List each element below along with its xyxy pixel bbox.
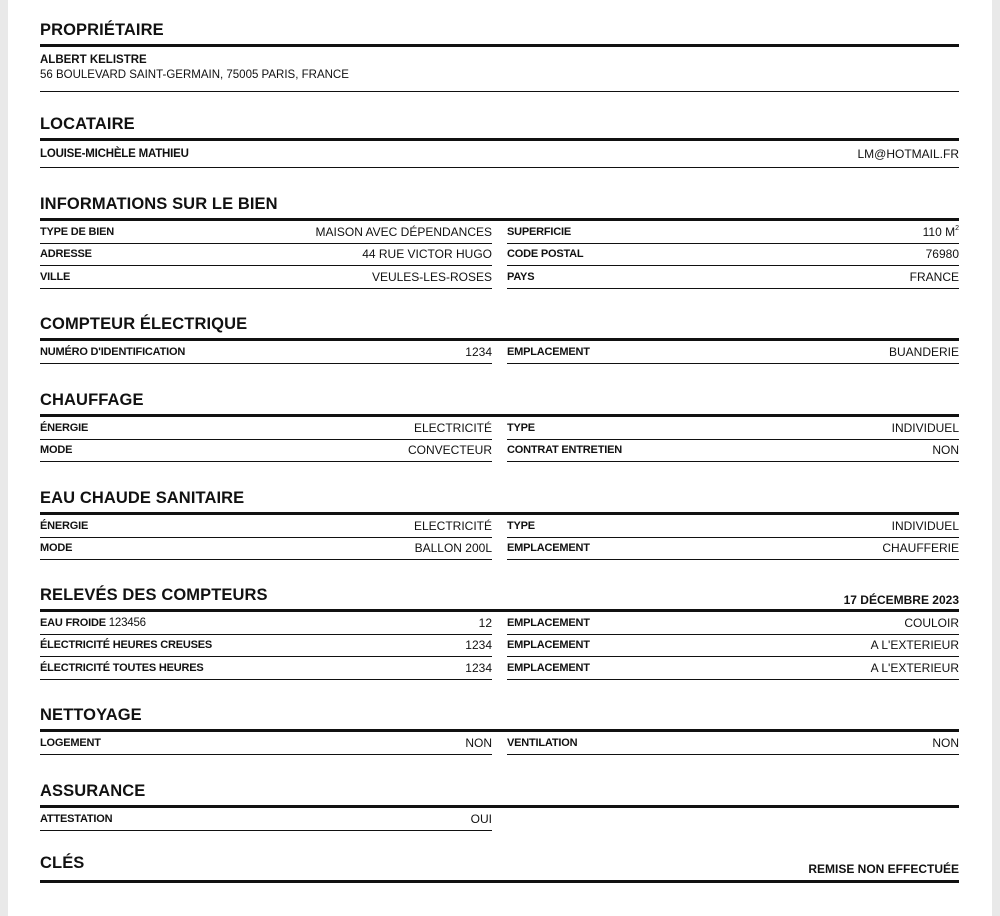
heating-col-right [507, 417, 959, 462]
insurance-section [40, 778, 959, 831]
property-address-value: 44 RUE VICTOR HUGO [362, 247, 492, 262]
insurance-col-left [40, 808, 492, 831]
document-page [8, 0, 992, 916]
reading-label: ÉLECTRICITÉ TOUTES HEURES [40, 661, 204, 674]
tenant-email: LM@HOTMAIL.FR [857, 147, 959, 161]
heating-type-row [507, 417, 959, 440]
meter-col-right [507, 341, 959, 364]
meter-id-row [40, 341, 492, 364]
keys-header [40, 853, 959, 883]
owner-name: ALBERT KELISTRE [40, 54, 147, 66]
cleaning-col-left [40, 732, 492, 755]
reading-row [40, 657, 492, 680]
field-label: ÉNERGIE [40, 519, 89, 532]
section-title: RELEVÉS DES COMPTEURS [40, 586, 268, 604]
area-unit-exponent: 2 [955, 224, 959, 232]
section-title: PROPRIÉTAIRE [40, 21, 164, 39]
field-label: EMPLACEMENT [507, 345, 590, 358]
insurance-grid [40, 808, 959, 831]
field-label: TYPE [507, 519, 535, 532]
insurance-certificate-row [40, 808, 492, 831]
keys-section [40, 853, 959, 883]
insurance-header [40, 778, 959, 808]
field-label: TYPE DE BIEN [40, 225, 115, 238]
readings-section [40, 582, 959, 680]
property-col-left [40, 221, 492, 289]
reading-row [40, 635, 492, 658]
heating-header [40, 387, 959, 417]
section-title: EAU CHAUDE SANITAIRE [40, 489, 245, 507]
field-label: ATTESTATION [40, 812, 113, 825]
reading-location-value: A L'EXTERIEUR [870, 660, 959, 675]
property-grid [40, 221, 959, 289]
hot-water-section [40, 485, 959, 560]
reading-value: 1234 [465, 660, 492, 675]
keys-status: REMISE NON EFFECTUÉE [808, 862, 959, 876]
tenant-row [40, 141, 959, 168]
cleaning-housing-value: NON [465, 735, 492, 750]
field-label: ÉNERGIE [40, 421, 89, 434]
tenant-section [40, 111, 959, 168]
owner-section [40, 17, 959, 92]
field-label: EMPLACEMENT [507, 639, 590, 652]
hot-water-grid [40, 515, 959, 560]
property-section [40, 191, 959, 289]
property-postal-row [507, 244, 959, 267]
property-city-row [40, 266, 492, 289]
heating-mode-value: CONVECTEUR [407, 443, 492, 458]
area-number: 110 M [922, 224, 956, 239]
reading-location-value: A L'EXTERIEUR [870, 638, 959, 653]
hot-water-type-value: INDIVIDUEL [891, 518, 959, 533]
readings-col-right [507, 612, 959, 680]
section-title: LOCATAIRE [40, 115, 135, 133]
cleaning-ventilation-value: NON [932, 735, 959, 750]
field-label [40, 617, 146, 629]
meter-section [40, 311, 959, 364]
field-label: SUPERFICIE [507, 225, 572, 238]
reading-label: EAU FROIDE [40, 616, 106, 629]
insurance-certificate-value: OUI [470, 811, 492, 826]
property-country-value: FRANCE [909, 269, 959, 284]
hot-water-energy-value: ELECTRICITÉ [413, 518, 492, 533]
readings-col-left [40, 612, 492, 680]
hot-water-col-left [40, 515, 492, 560]
hot-water-mode-row [40, 538, 492, 561]
meter-location-value: BUANDERIE [888, 344, 959, 359]
reading-meter-number: 123456 [108, 616, 146, 629]
reading-row [40, 612, 492, 635]
meter-header [40, 311, 959, 341]
tenant-name: LOUISE-MICHÈLE MATHIEU [40, 148, 189, 160]
field-label: VILLE [40, 270, 71, 283]
field-label: CODE POSTAL [507, 248, 584, 261]
hot-water-header [40, 485, 959, 515]
readings-grid [40, 612, 959, 680]
readings-header [40, 582, 959, 612]
meter-col-left [40, 341, 492, 364]
field-label: MODE [40, 542, 73, 555]
cleaning-housing-row [40, 732, 492, 755]
hot-water-energy-row [40, 515, 492, 538]
property-country-row [507, 266, 959, 289]
meter-grid [40, 341, 959, 364]
hot-water-mode-value: BALLON 200L [414, 541, 492, 556]
heating-mode-row [40, 440, 492, 463]
property-city-value: VEULES-LES-ROSES [371, 269, 492, 284]
field-label: ADRESSE [40, 248, 92, 261]
heating-grid [40, 417, 959, 462]
section-title: NETTOYAGE [40, 706, 142, 724]
heating-col-left [40, 417, 492, 462]
section-title: INFORMATIONS SUR LE BIEN [40, 195, 278, 213]
hot-water-type-row [507, 515, 959, 538]
reading-label: ÉLECTRICITÉ HEURES CREUSES [40, 639, 213, 652]
owner-details [40, 47, 959, 92]
property-type-value: MAISON AVEC DÉPENDANCES [315, 224, 492, 239]
property-type-row [40, 221, 492, 244]
hot-water-location-value: CHAUFFERIE [882, 541, 959, 556]
section-title: CHAUFFAGE [40, 391, 144, 409]
field-label: LOGEMENT [40, 736, 101, 749]
hot-water-col-right [507, 515, 959, 560]
heating-energy-row [40, 417, 492, 440]
property-postal-value: 76980 [925, 247, 959, 262]
section-title: COMPTEUR ÉLECTRIQUE [40, 315, 248, 333]
property-area-value [923, 225, 959, 239]
reading-value: 1234 [465, 638, 492, 653]
owner-address: 56 BOULEVARD SAINT-GERMAIN, 75005 PARIS, FRANCE [40, 69, 349, 81]
property-header [40, 191, 959, 221]
field-label: NUMÉRO D'IDENTIFICATION [40, 345, 186, 358]
owner-header [40, 17, 959, 47]
field-label: PAYS [507, 270, 535, 283]
heating-contract-row [507, 440, 959, 463]
reading-location-row [507, 612, 959, 635]
property-address-row [40, 244, 492, 267]
field-label: EMPLACEMENT [507, 542, 590, 555]
field-label: EMPLACEMENT [507, 661, 590, 674]
cleaning-section [40, 702, 959, 755]
cleaning-col-right [507, 732, 959, 755]
tenant-header [40, 111, 959, 141]
cleaning-ventilation-row [507, 732, 959, 755]
meter-location-row [507, 341, 959, 364]
cleaning-grid [40, 732, 959, 755]
heating-contract-value: NON [932, 443, 959, 458]
reading-location-value: COULOIR [904, 615, 959, 630]
field-label: EMPLACEMENT [507, 616, 590, 629]
cleaning-header [40, 702, 959, 732]
heating-type-value: INDIVIDUEL [891, 420, 959, 435]
hot-water-location-row [507, 538, 959, 561]
meter-id-value: 1234 [465, 344, 492, 359]
heating-section [40, 387, 959, 462]
section-title: CLÉS [40, 854, 85, 872]
property-area-row [507, 221, 959, 244]
property-col-right [507, 221, 959, 289]
field-label: VENTILATION [507, 736, 578, 749]
section-title: ASSURANCE [40, 782, 146, 800]
reading-location-row [507, 657, 959, 680]
field-label: TYPE [507, 421, 535, 434]
heating-energy-value: ELECTRICITÉ [413, 420, 492, 435]
field-label: MODE [40, 444, 73, 457]
readings-date: 17 DÉCEMBRE 2023 [843, 593, 959, 607]
field-label: CONTRAT ENTRETIEN [507, 444, 622, 457]
reading-value: 12 [478, 615, 492, 630]
reading-location-row [507, 635, 959, 658]
